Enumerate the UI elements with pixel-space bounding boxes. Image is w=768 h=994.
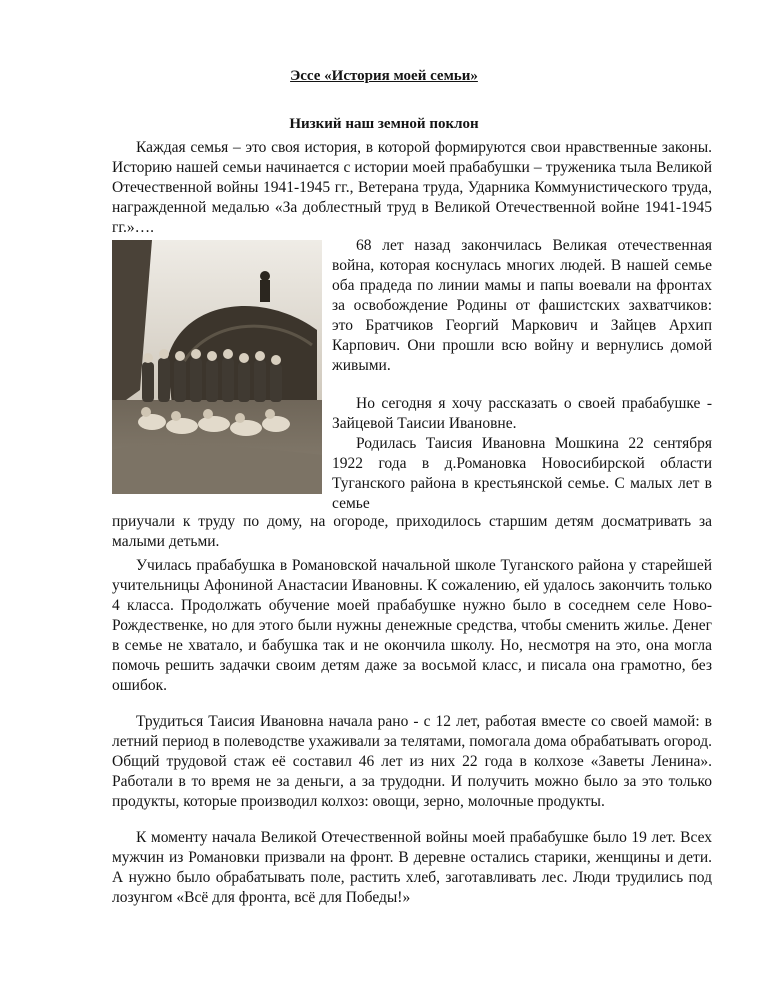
family-photo-image [112, 240, 322, 494]
paragraph-2: 68 лет назад закончилась Великая отечественная война, которая коснулась многих людей. В нашей семье оба прадеда по линии мамы и папы воевали на фронтах за освобождение Родины от фашистских захватчиков: это Братчиков Георгий Маркович и Зайцев Архип Карпович. Они прошли всю войну и вернулись домой живыми. [332, 237, 712, 374]
paragraph-5: Училась прабабушка в Романовской начальной школе Туганского района у старейшей учительницы Афониной Анастасии Ивановны. К сожалению, ей удалось закончить только 4 класса. Продолжать обучение моей прабабушке нужно было в соседнем селе Ново-Рождественке, но для этого были нужны денежные средства, чтобы сменить жилье. Денег в семье не хватало, и бабушка так и не окончила школу. Но, несмотря на это, она могла помочь решить задачки своим детям даже за восьмой класс, и писала она грамотно, без ошибок. [112, 557, 712, 694]
paragraph-4-continuation: приучали к труду по дому, на огороде, приходилось старшим детям досматривать за малыми детьми. [112, 513, 712, 550]
paragraph-7: К моменту начала Великой Отечественной войны моей прабабушке было 19 лет. Всех мужчин из Романовки призвали на фронт. В деревне остались старики, женщины и дети. А нужно было обрабатывать поле, растить хлеб, заготавливать лес. Люди трудились под лозунгом «Всё для фронта, всё для Победы!» [112, 829, 712, 906]
paragraph-3: Но сегодня я хочу рассказать о своей прабабушке - Зайцевой Таисии Ивановне. [332, 395, 712, 432]
paragraph-6: Трудиться Таисия Ивановна начала рано - с 12 лет, работая вместе со своей мамой: в летний период в полеводстве ухаживали за телятами, помогала дома обрабатывать огород. Общий трудовой стаж её составил 46 лет из них 22 года в колхозе «Заветы Ленина». Работали в то время не за деньги, а за трудодни. И получить можно было за это только продукты, которые производил колхоз: овощи, зерно, молочные продукты. [112, 713, 712, 810]
paragraph-1: Каждая семья – это своя история, в которой формируются свои нравственные законы. Историю нашей семьи начинается с истории моей прабабушки – труженика тыла Великой Отечественной войны 1941-1945 гг., Ветерана труда, Ударника Коммунистического труда, награжденной медалью «За доблестный труд в Великой Отечественной войне 1941-1945 гг.»…. [112, 139, 712, 236]
essay-subtitle: Низкий наш земной поклон [289, 116, 479, 132]
paragraph-4: Родилась Таисия Ивановна Мошкина 22 сентября 1922 года в д.Романовка Новосибирской области Туганского района в крестьянской семье. С малых лет в семье [332, 435, 712, 512]
family-photo [112, 240, 322, 494]
essay-title: Эссе «История моей семьи» [290, 68, 478, 84]
